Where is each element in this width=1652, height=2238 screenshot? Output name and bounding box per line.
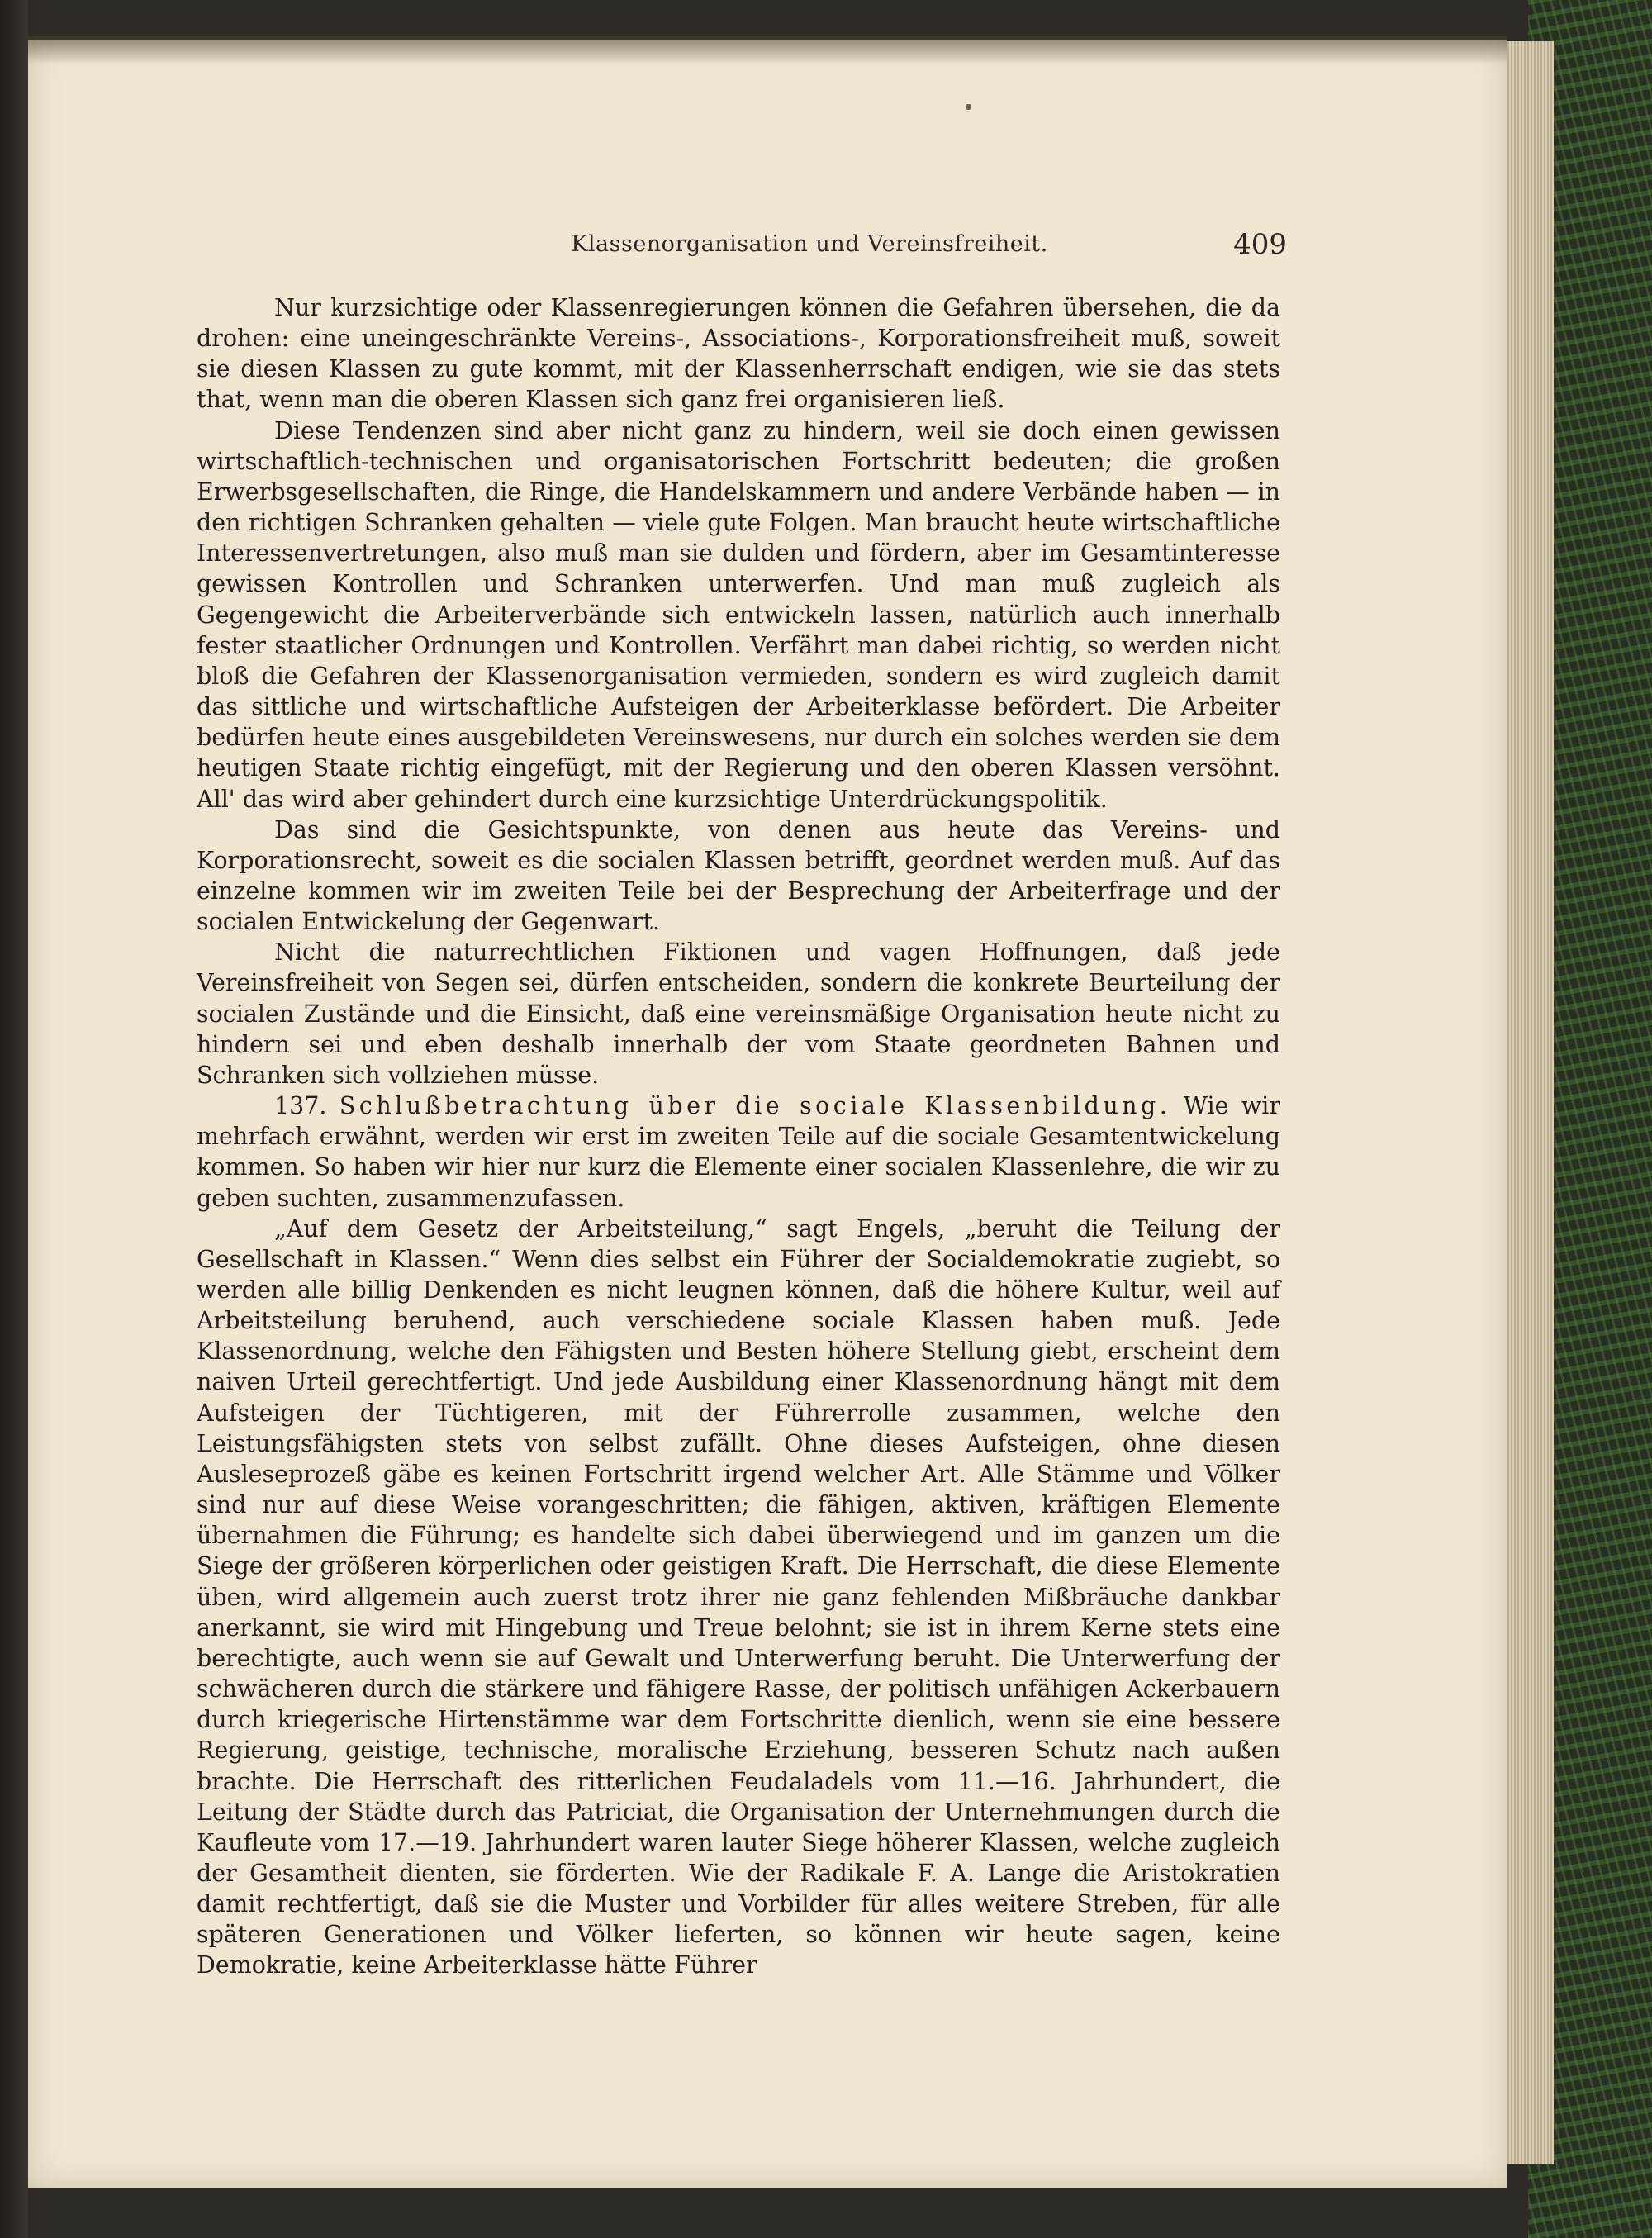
book-gutter (0, 0, 28, 2238)
page-top-shadow (28, 36, 1507, 64)
paragraph: „Auf dem Gesetz der Arbeitsteilung,“ sagt Engels, „beruht die Teilung der Gesellschaft in Klassen.“ Wenn dies selbst ein Führer der Socialdemokratie zugiebt, so werden alle billig Denkenden es nicht leugnen können, daß die höhere Kultur, weil auf Arbeitsteilung beruhend, auch verschiedene sociale Klassen haben muß. Jede Klassenordnung, welche den Fähigsten und Besten höhere Stellung giebt, erscheint dem naiven Urteil gerechtfertigt. Und jede Ausbildung einer Klassenordnung hängt mit dem Aufsteigen der Tüchtigeren, mit der Führerrolle zusammen, welche den Leistungsfähigsten stets von selbst zufällt. Ohne dieses Aufsteigen, ohne diesen Ausleseprozeß gäbe es keinen Fortschritt irgend welcher Art. Alle Stämme und Völker sind nur auf diese Weise vorangeschritten; die fähigen, aktiven, kräftigen Elemente übernahmen die Führung; es handelte sich dabei überwiegend und im ganzen um die Siege der größeren körperlichen oder geistigen Kraft. Die Herrschaft, die diese Elemente üben, wird allgemein auch zuerst trotz ihrer nie ganz fehlenden Mißbräuche dankbar anerkannt, sie wird mit Hingebung und Treue belohnt; sie ist in ihrem Kerne stets eine berechtigte, auch wenn sie auf Gewalt und Unterwerfung beruht. Die Unterwerfung der schwächeren durch die stärkere und fähigere Rasse, der politisch unfähigen Ackerbauern durch kriegerische Hirtenstämme war dem Fortschritte dienlich, wenn sie eine bessere Regierung, geistige, technische, moralische Erziehung, besseren Schutz nach außen brachte. Die Herrschaft des ritterlichen Feudaladels vom 11.—16. Jahrhundert, die Leitung der Städte durch das Patriciat, die Organisation der Unternehmungen durch die Kaufleute vom 17.—19. Jahrhundert waren lauter Siege höherer Klassen, welche zugleich der Gesamtheit dienten, sie förderten. Wie der Radikale F. A. Lange die Aristokratien damit rechtfertigt, daß sie die Muster und Vorbilder für alles weitere Streben, für alle späteren Generationen und Völker lieferten, so können wir heute sagen, keine Demokratie, keine Arbeiterklasse hätte Führer (197, 1214, 1280, 1979)
paragraph: Nur kurzsichtige oder Klassenregierungen können die Gefahren übersehen, die da drohen: eine uneingeschränkte Vereins-, Associations-, Korporationsfreiheit muß, soweit sie diesen Klassen zu gute kommt, mit der Klassenherrschaft endigen, wie sie das stets that, wenn man die oberen Klassen sich ganz frei organisieren ließ. (197, 294, 1280, 414)
section-title: Schlußbetrachtung über die sociale Klassenbildung. (339, 1092, 1171, 1120)
section-paragraph (197, 1090, 1280, 1214)
paper-speck (966, 104, 971, 110)
running-title: Klassenorganisation und Vereinsfreiheit. (571, 231, 1048, 257)
paragraph: Diese Tendenzen sind aber nicht ganz zu hindern, weil sie doch einen gewissen wirtschaftlich-technischen und organisatorischen Fortschritt bedeuten; die großen Erwerbsgesellschaften, die Ringe, die Handelskammern und andere Verbände haben — in den richtigen Schranken gehalten — viele gute Folgen. Man braucht heute wirtschaftliche Interessenvertretungen, also muß man sie dulden und fördern, aber im Gesamtinteresse gewissen Kontrollen und Schranken unterwerfen. Und man muß zugleich als Gegengewicht die Arbeiterverbände sich entwickeln lassen, natürlich auch innerhalb fester staatlicher Ordnungen und Kontrollen. Verfährt man dabei richtig, so werden nicht bloß die Gefahren der Klassenorganisation vermieden, sondern es wird zugleich damit das sittliche und wirtschaftliche Aufsteigen der Arbeiterklasse befördert. Die Arbeiter bedürfen heute eines ausgebildeten Vereinswesens, nur durch ein solches werden sie dem heutigen Staate richtig eingefügt, mit der Regierung und den oberen Klassen versöhnt. All' das wird aber gehindert durch eine kurzsichtige Unterdrückungspolitik. (197, 416, 1280, 813)
section-number: 137. (274, 1092, 327, 1120)
paragraph: Nicht die naturrechtlichen Fiktionen und vagen Hoffnungen, daß jede Vereinsfreiheit von Segen sei, dürfen entscheiden, sondern die konkrete Beurteilung der socialen Zustände und die Einsicht, daß eine vereinsmäßige Organisation heute nicht zu hindern sei und eben deshalb innerhalb der vom Staate geordneten Bahnen und Schranken sich vollziehen müsse. (197, 938, 1280, 1089)
paragraph: Das sind die Gesichtspunkte, von denen aus heute das Vereins- und Korporationsrecht, soweit es die socialen Klassen betrifft, geordnet werden muß. Auf das einzelne kommen wir im zweiten Teile bei der Besprechung der Arbeiterfrage und der socialen Entwickelung der Gegenwart. (197, 815, 1280, 936)
page-number: 409 (1233, 228, 1287, 261)
page-body (197, 292, 1280, 1981)
section-text: Wie wir mehrfach erwähnt, werden wir erst im zweiten Teile auf die sociale Gesamtentwickelung kommen. So haben wir hier nur kurz die Elemente einer socialen Klassenlehre, die wir zu geben suchten, zusammenzufassen. (197, 1092, 1280, 1212)
